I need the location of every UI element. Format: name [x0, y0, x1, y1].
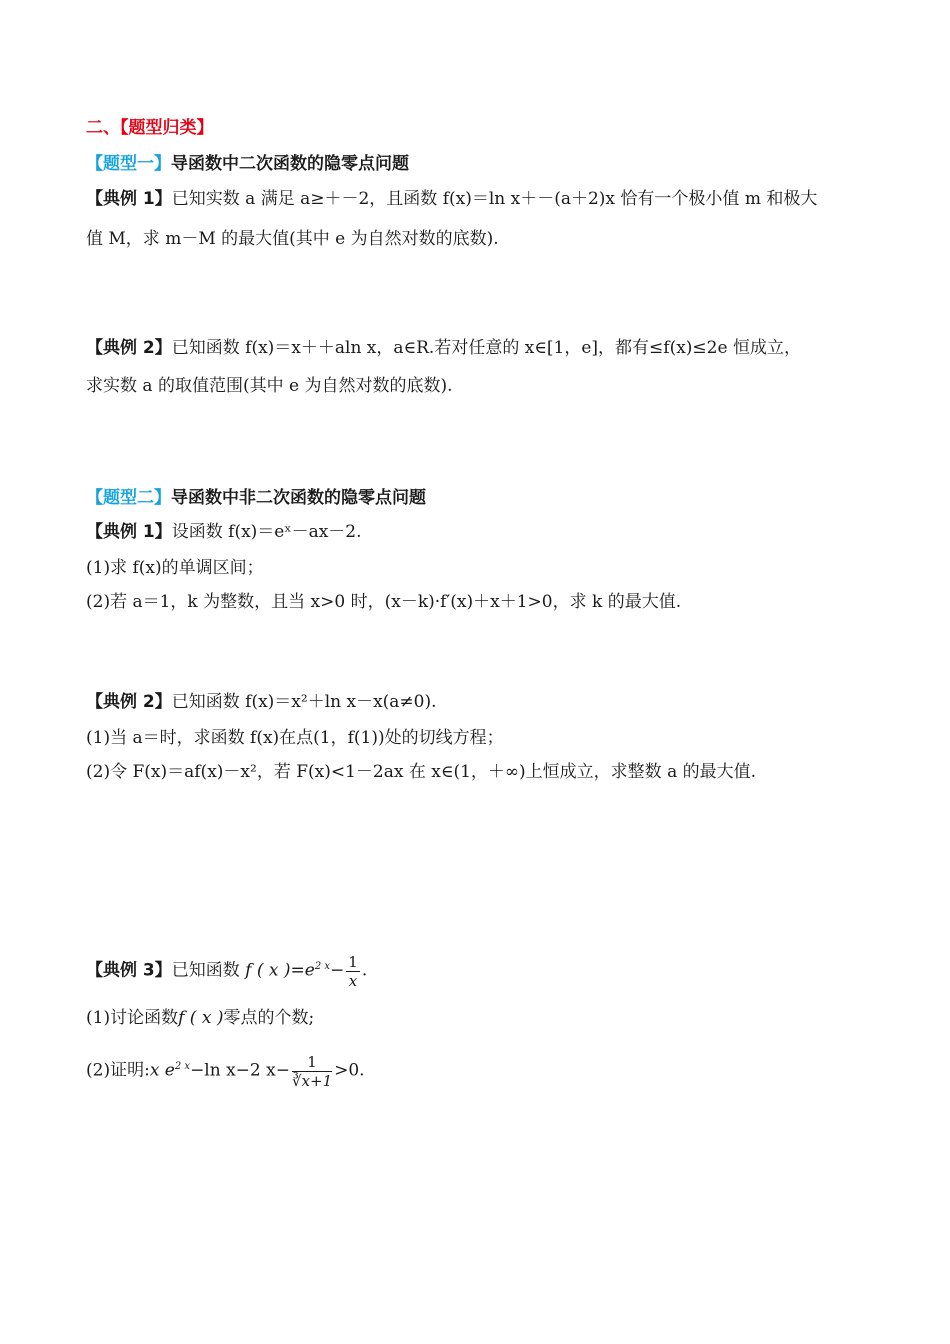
type2-example2-q1: (1)当 a＝时，求函数 f(x)在点(1，f(1))处的切线方程； — [86, 728, 504, 748]
type2-example3-q1-suffix: 零点的个数; — [223, 1008, 315, 1028]
fraction-numerator: 1 — [292, 1053, 332, 1072]
type2-example2-tag: 【典例 2】 — [86, 692, 172, 712]
type1-example1-tag: 【典例 1】 — [86, 189, 172, 209]
type2-example2-line — [86, 690, 437, 714]
type2-example3-q2-end: >0. — [334, 1060, 365, 1081]
type2-example3-exp: 2 x — [314, 961, 331, 972]
type1-example2-line2: 求实数 a 的取值范围(其中 e 为自然对数的底数). — [86, 376, 453, 396]
type1-example2-tag: 【典例 2】 — [86, 338, 172, 358]
type2-heading — [86, 486, 426, 510]
type2-example3-func: f ( x )=e — [245, 960, 315, 981]
type2-example3-q2 — [86, 1046, 365, 1092]
type1-heading — [86, 152, 409, 176]
type2-example1-q2: (2)若 a＝1，k 为整数，且当 x>0 时，(x－k)·f′(x)＋x＋1>0，求 k 的最大值. — [86, 592, 682, 612]
fraction-denominator: ∛x+1 — [291, 1071, 333, 1090]
type1-example1-line2: 值 M，求 m－M 的最大值(其中 e 为自然对数的底数). — [86, 229, 499, 249]
type2-example3-q2-expr-b: −ln x−2 x− — [190, 1060, 290, 1081]
section-heading: 二、【题型归类】 — [86, 118, 214, 138]
type2-example3-line — [86, 946, 367, 992]
type2-example3-q1 — [86, 1006, 314, 1030]
type2-example3-minus: − — [330, 960, 345, 981]
type2-example3-q1-func: f ( x ) — [178, 1008, 224, 1028]
type2-example3-q2-expr-a: x e — [149, 1060, 175, 1081]
type2-example1-text: 设函数 f(x)＝eˣ－ax－2. — [171, 522, 362, 542]
type1-example2-line1 — [86, 336, 801, 360]
type2-example3-tag: 【典例 3】 — [86, 960, 172, 981]
type2-example3-prefix: 已知函数 — [171, 960, 240, 981]
type2-example3-q2-fraction — [292, 1053, 332, 1090]
type2-title: 导函数中非二次函数的隐零点问题 — [171, 488, 426, 508]
type2-example3-fraction — [346, 953, 360, 990]
type2-example3-q2-prefix: (2)证明: — [86, 1060, 150, 1081]
type1-example1-text-a: 已知实数 a 满足 a≥＋－2，且函数 f(x)＝ln x＋－(a＋2)x 恰有一个极小值 m 和极大 — [171, 189, 818, 209]
type1-tag: 【题型一】 — [86, 154, 171, 174]
type2-example2-q2: (2)令 F(x)＝af(x)－x²，若 F(x)<1－2ax 在 x∈(1，＋∞)上恒成立，求整数 a 的最大值. — [86, 762, 757, 782]
type2-example1-q1: (1)求 f(x)的单调区间； — [86, 558, 264, 578]
type2-example1-line — [86, 520, 362, 544]
type1-example2-text-a: 已知函数 f(x)＝x＋＋aln x，a∈R.若对任意的 x∈[1，e]，都有≤f(x)≤2e 恒成立， — [171, 338, 801, 358]
type1-example1-line1 — [86, 187, 817, 211]
fraction-numerator: 1 — [348, 952, 358, 971]
type1-title: 导函数中二次函数的隐零点问题 — [171, 154, 409, 174]
fraction-denominator: x — [348, 971, 358, 990]
type2-example3-end: . — [361, 960, 368, 981]
type2-tag: 【题型二】 — [86, 488, 171, 508]
type2-example3-q2-exp: 2 x — [174, 1061, 191, 1072]
type2-example1-tag: 【典例 1】 — [86, 522, 172, 542]
type2-example3-q1-prefix: (1)讨论函数 — [86, 1008, 179, 1028]
type2-example2-text: 已知函数 f(x)＝x²＋ln x－x(a≠0). — [171, 692, 437, 712]
